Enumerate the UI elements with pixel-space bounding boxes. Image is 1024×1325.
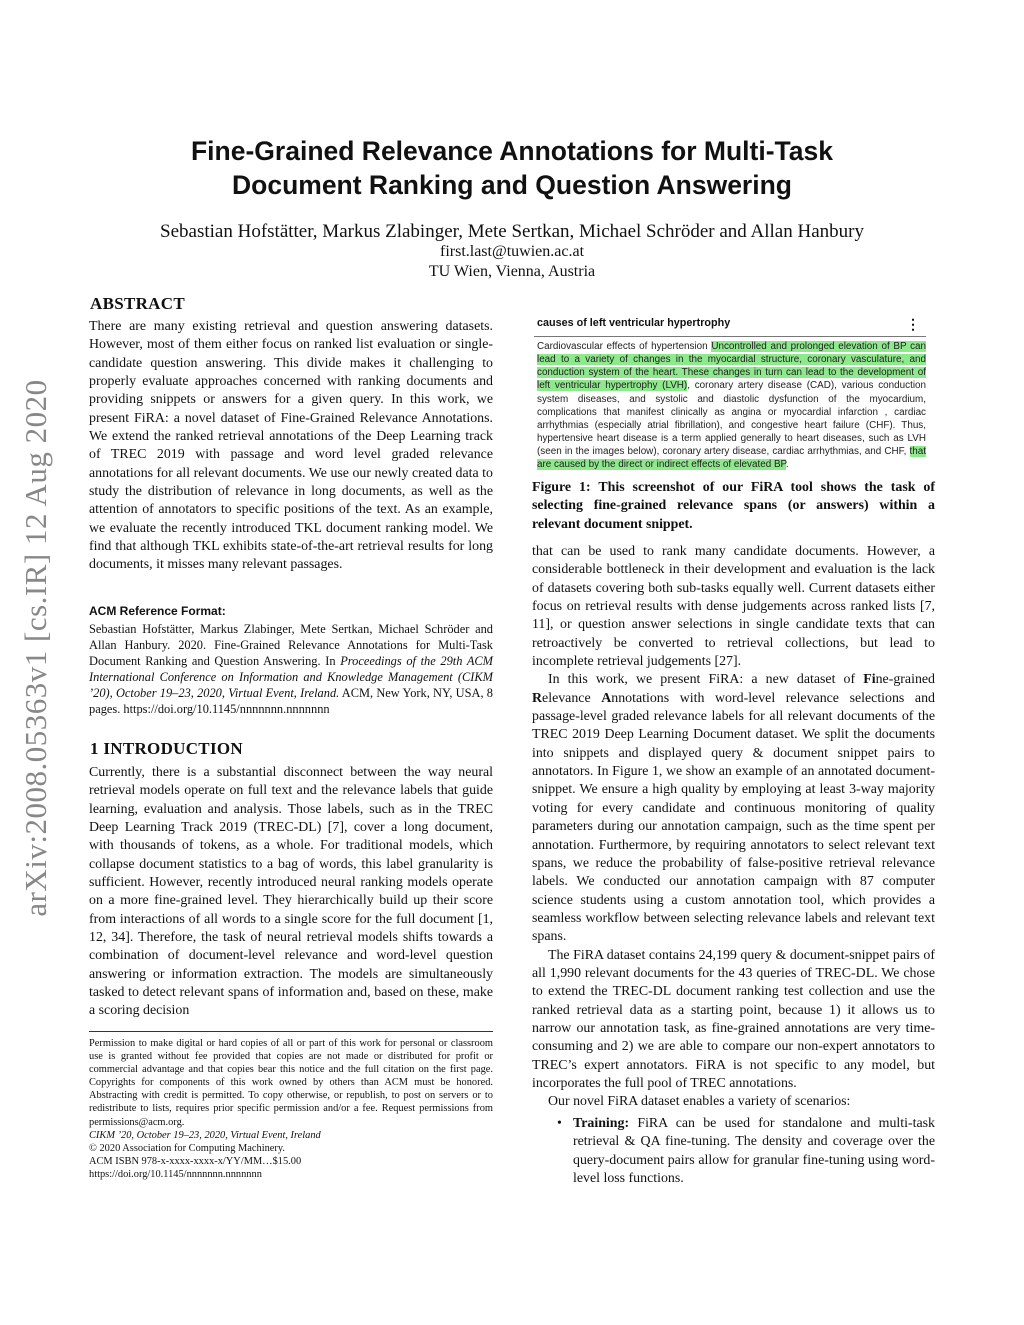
- right-column-body: [532, 543, 935, 1112]
- right-paragraph-1: that can be used to rank many candidate documents. However, a considerable bottleneck in their development and evaluation is the lack of datasets covering both sub-tasks equally well. Current datasets either focus on retrieval results with dense judgements across ranked lists [7, 11], or question answer selections in single candidate texts that can retroactively be converted to retrieval collections, but lead to incomplete retrieval judgements [27].: [532, 544, 935, 670]
- abstract-text: There are many existing retrieval and question answering datasets. However, most of them either focus on ranked list evaluation or single-candidate question answering. This divide makes it challenging to properly evaluate approaches concerned with ranking documents and providing snippets or answers for a given query. In this work, we present FiRA: a novel dataset of Fine-Grained Relevance Annotations. We extend the ranked retrieval annotations of the Deep Learning track of TREC 2019 with passage and word level graded relevance annotations for all relevant documents. We use our newly created data to study the distribution of relevance in long documents, as well as the attention of annotators to specific positions of the text. As an example, we evaluate the recently introduced TKL document ranking model. We find that although TKL exhibits state-of-the-art retrieval results for long documents, it misses many relevant passages.: [89, 319, 493, 573]
- footnote-divider: [89, 1031, 493, 1032]
- figure-1-caption: Figure 1: This screenshot of our FiRA tool shows the task of selecting fine-grained relevance spans (or answers) within a relevant document snippet.: [532, 480, 935, 532]
- author-list: Sebastian Hofstätter, Markus Zlabinger, Mete Sertkan, Michael Schröder and Allan Hanbury: [160, 221, 864, 242]
- figure-divider: [534, 336, 926, 337]
- snippet-prefix: Cardiovascular effects of hypertension: [537, 341, 712, 352]
- snippet-middle: , coronary artery disease (CAD), various conduction system diseases, and systolic and diastolic dysfunction of the myocardium, complications that manifest clinically as angina or myocardial infarction , cardiac arrhythmias (especially atrial fibrillation), and congestive heart failure (CHF). Thus, hypertensive heart disease is a term applied generally to heart diseases, such as LVH (seen in the images below), coronary artery disease, cardiac arrhythmias, and CHF,: [537, 380, 927, 458]
- right-p2-bold-fi: Fi: [863, 672, 876, 688]
- arxiv-sidebar-stamp: [6, 358, 66, 938]
- bullet-dot-icon: •: [557, 1116, 562, 1131]
- bullet-training-label: Training:: [573, 1116, 630, 1131]
- footnote-venue: CIKM ’20, October 19–23, 2020, Virtual Event, Ireland: [89, 1129, 321, 1141]
- snippet-highlight-1[interactable]: Uncontrolled and prolonged elevation of BP can lead to a variety of changes in the myocardial structure, coronary vasculature, and conduction system of the heart. These changes in turn can lead to the development of left ventricular hypertrophy (LVH): [537, 341, 926, 392]
- permission-text: Permission to make digital or hard copies of all or part of this work for personal or classroom use is granted without fee provided that copies are not made or distributed for profit or commercial advantage and that copies bear this notice and the full citation on the first page. Copyrights for components of this work owned by others than ACM must be honored. Abstracting with credit is permitted. To copy otherwise, or republish, to post on servers or to redistribute to lists, requires prior specific permission and/or a fee. Request permissions from permissions@acm.org.: [89, 1038, 493, 1128]
- footnote-doi: https://doi.org/10.1145/nnnnnnn.nnnnnnn: [89, 1168, 262, 1180]
- author-institution: TU Wien, Vienna, Austria: [428, 263, 596, 280]
- right-p2-text-b: ne-grained: [875, 672, 935, 688]
- title-line-1: Fine-Grained Relevance Annotations for Multi-Task: [191, 136, 833, 166]
- abstract-body: [89, 318, 493, 575]
- right-p2-text-d: nnotations with word-level relevance selections and passage-level graded relevance labels for all relevant documents of the TREC 2019 Deep Learning Document dataset. We split the documents into snippets and displayed query & document snippet pairs to annotators. In Figure 1, we show an example of an annotated document-snippet. We ensure a high quality by employing at least 3-way majority voting for every candidate and continuous monitoring of quality parameters during our annotation campaign, such as the time spent per annotation. Furthermore, by requiring annotators to select relevant text spans, we reduce the probability of false-positive retrieval relevance labels. We conducted our annotation campaign with 87 computer science students using a custom annotation tool, which provides a seamless workflow between selecting relevance labels and relevant text spans.: [532, 690, 935, 945]
- figure-snippet: [537, 340, 926, 472]
- footnote-isbn: ACM ISBN 978-x-xxxx-xxxx-x/YY/MM…$15.00: [89, 1155, 302, 1167]
- introduction-paragraph-1: Currently, there is a substantial disconnect between the way neural retrieval models operate on full text and the relevance labels that guide learning, evaluation and analysis. Those labels, such as in the TREC Deep Learning Track 2019 (TREC-DL) [7], cover a long document, with thousands of tokens, as a whole. For traditional models, which collapse document statistics to a bag of words, this label granularity is sufficient. However, recently introduced neural ranking models operate on a more fine-grained level. They hierarchically build up their score from interactions of all words to a single score for the full document [1, 12, 34]. Therefore, the task of neural retrieval models shifts towards a combination of document-level relevance and word-level question answering or information extraction. The models are simultaneously tasked to detect relevant spans of information and, based on these, make a scoring decision: [89, 765, 493, 1019]
- bullet-training: [557, 1115, 935, 1188]
- abstract-heading: ABSTRACT: [90, 294, 185, 313]
- right-paragraph-4: Our novel FiRA dataset enables a variety of scenarios:: [548, 1094, 851, 1110]
- introduction-body: [89, 764, 493, 1021]
- permission-footnote: [89, 1037, 493, 1181]
- acm-reference-authors: Sebastian Hofstätter, Markus Zlabinger, Mete Sertkan, Michael Schröder and Allan Hanbury. 2020. Fine-Grained Relevance Annotations for Multi-Task Document Ranking and Question Answering. In: [89, 622, 493, 668]
- right-p2-text-a: In this work, we present FiRA: a new dataset of: [548, 672, 864, 688]
- arxiv-identifier: arXiv:2008.05363v1 [cs.IR] 12 Aug 2020: [18, 379, 53, 917]
- title-line-2: Document Ranking and Question Answering: [232, 170, 792, 200]
- more-vert-icon[interactable]: ⋮: [906, 316, 920, 332]
- introduction-heading: 1 INTRODUCTION: [90, 739, 243, 758]
- acm-reference-body: [89, 621, 493, 717]
- author-email: first.last@tuwien.ac.at: [439, 243, 585, 260]
- footnote-copyright: © 2020 Association for Computing Machinery.: [89, 1142, 285, 1154]
- right-p2-text-c: elevance: [542, 690, 602, 706]
- snippet-highlight-2[interactable]: that are caused by the direct or indirect effects of elevated BP: [537, 446, 926, 471]
- right-p2-bold-a: A: [601, 690, 612, 706]
- snippet-suffix: .: [785, 459, 789, 471]
- right-p2-bold-r: R: [532, 690, 543, 706]
- paper-title: [0, 134, 1024, 202]
- acm-reference-venue: Proceedings of the 29th ACM International Conference on Information and Knowledge Management (CIKM ’20), October 19–23, 2020, Virtual Event, Ireland.: [89, 654, 493, 700]
- bullet-training-text: FiRA can be used for standalone and multi-task retrieval & QA fine-tuning. The density and coverage over the query-document pairs allow for granular fine-tuning using word-level loss functions.: [573, 1116, 935, 1186]
- right-paragraph-3: The FiRA dataset contains 24,199 query & document-snippet pairs of all 1,990 relevant documents for the 43 queries of TREC-DL. We chose to extend the TREC-DL document ranking test collection and use the ranked retrieval data as a starting point, because 1) it allows us to narrow our annotation task, as fine-grained annotations are very time-consuming and 2) we are able to compare our non-expert annotators to TREC’s expert annotators. FiRA is not specific to any model, but incorporates the full pool of TREC annotations.: [532, 947, 935, 1091]
- figure-query-text: causes of left ventricular hypertrophy: [537, 317, 731, 329]
- acm-reference-tail: ACM, New York, NY, USA, 8 pages. https://doi.org/10.1145/nnnnnnn.nnnnnnn: [89, 686, 493, 716]
- right-paragraph-2: [532, 671, 935, 946]
- acm-reference-heading: ACM Reference Format:: [89, 604, 226, 618]
- figure-1-screenshot: [534, 312, 926, 472]
